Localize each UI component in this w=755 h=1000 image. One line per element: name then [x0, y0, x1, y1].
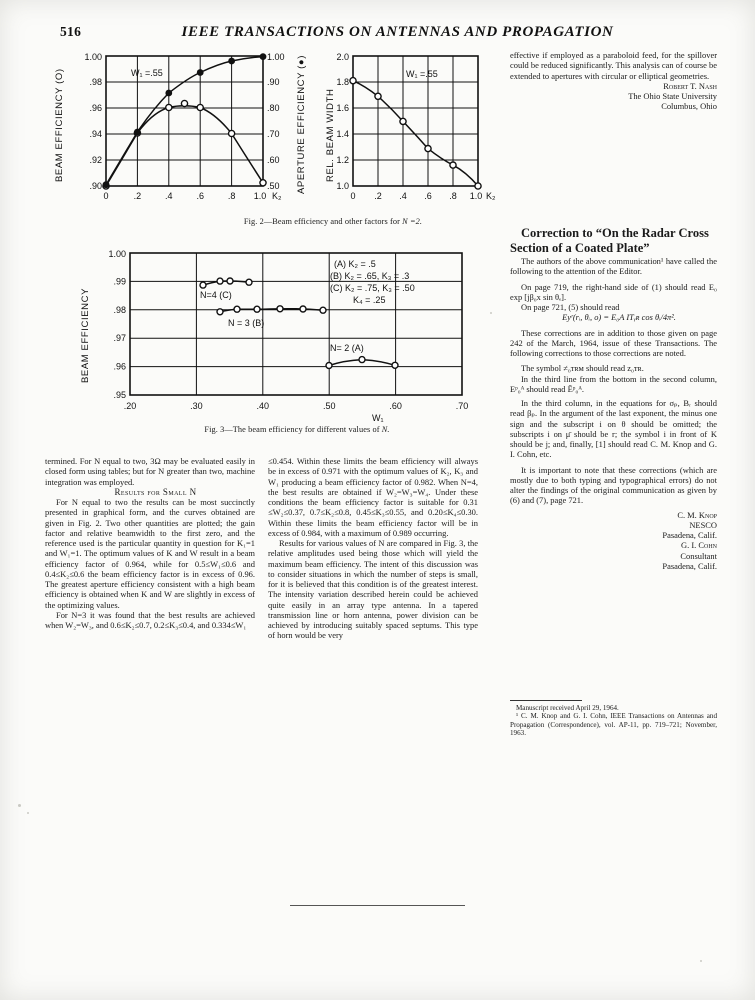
fig2-left-panel	[54, 52, 307, 201]
svg-text:(B) K₂ = .65, K₃ = .3: (B) K₂ = .65, K₃ = .3	[330, 271, 410, 281]
svg-text:.4: .4	[399, 191, 407, 201]
svg-text:.96: .96	[89, 103, 102, 113]
svg-text:.96: .96	[113, 361, 126, 372]
body-column-3-correction	[510, 226, 717, 571]
svg-text:.4: .4	[165, 191, 173, 201]
svg-text:1.6: 1.6	[336, 103, 349, 113]
svg-text:1.4: 1.4	[336, 129, 349, 139]
correction-paragraph-4: These corrections are in addition to those given on page 242 of the March, 1964, issue of these Transactions. The following corrections to those corrections are noted.	[510, 327, 717, 358]
correction-paragraph-5: The symbol ≠₀ᴛʀᴍ should read z₀ᴛʀ.	[521, 363, 644, 374]
svg-text:.6: .6	[196, 191, 204, 201]
figure-3-graphics	[72, 243, 492, 423]
scan-speck	[490, 312, 492, 314]
correction-paragraph-7: In the third column, in the equations for σₚ, Bᵣ should read βₚ. In the argument of the last exponent, the minus one sign and the subscript i on θ should be omitted; the subscripts i on μ̄ should be r; the symbol i in front of K should be j; and, finally, [1] should read C. M. Knop and G. I. Cohn, etc.	[510, 398, 717, 460]
svg-text:1.2: 1.2	[336, 155, 349, 165]
figure-3-caption	[72, 425, 492, 434]
correction-paragraph-3: On page 721, (5) should read	[521, 302, 620, 312]
correction-paragraph-8: It is important to note that these corrections (which are mostly due to both typing and typographical errors) do not alter the findings of the original communication as given by (6) and (7), page 721.	[510, 464, 717, 506]
col1-paragraph-2: For N=3 it was found that the best results are achieved when W₂=W₃, and 0.6≤K₂≤0.7, 0.2≤K₃≤0.4, and 0.334≤W₁	[45, 609, 255, 630]
footnote-reference: ¹ C. M. Knop and G. I. Cohn, IEEE Transactions on Antennas and Propagation (Correspondence), vol. AP-11, pp. 719–721; November, 1963.	[510, 712, 717, 737]
bottom-rule	[290, 905, 465, 906]
col1-continued: termined. For N equal to two, 3Ω may be evaluated easily in closed form using tables; but for N greater than two, machine integration was employed.	[45, 456, 255, 487]
fig2-right-xlabel: K₂	[486, 191, 496, 201]
corr-author-1-location: Pasadena, Calif.	[662, 530, 717, 540]
svg-text:.98: .98	[113, 304, 126, 315]
svg-text:.6: .6	[424, 191, 432, 201]
svg-text:.90: .90	[267, 77, 280, 87]
figure-3	[72, 243, 492, 434]
fig3-label-n4: N=4 (C)	[200, 290, 232, 300]
svg-text:1.0: 1.0	[253, 191, 267, 201]
author-location: Columbus, Ohio	[661, 101, 717, 112]
svg-text:.98: .98	[89, 77, 102, 87]
figure-3-caption-math: N.	[381, 425, 390, 434]
running-head	[0, 24, 755, 44]
scan-speck	[700, 960, 702, 962]
svg-text:1.0: 1.0	[469, 191, 483, 201]
corr-author-2-location: Pasadena, Calif.	[662, 560, 717, 571]
svg-text:1.8: 1.8	[336, 77, 349, 87]
svg-text:1.0: 1.0	[336, 181, 349, 191]
correction-paragraph-6: In the third line from the bottom in the second column, Eᵖ₀ᴬ should read Ēᵖ₀ᴬ.	[510, 373, 717, 394]
section-heading-results: Results for Small N	[114, 486, 197, 497]
svg-text:.50: .50	[322, 401, 336, 411]
page-number: 516	[60, 24, 82, 39]
footnote-manuscript: Manuscript received April 29, 1964.	[516, 704, 619, 712]
fig2-left-ylabel: BEAM EFFICIENCY (O)	[54, 68, 65, 182]
corr-author-2-org: Consultant	[680, 550, 717, 561]
col2-paragraph-2: Results for various values of N are compared in Fig. 3, the relative amplitudes used being those which will yield the maximum beam efficiency. The intent of this discussion was to consider situations in which the number of steps is small, for it is believed that this condition is of the greatest interest. The intensity variation described herein could be achieved quite easily in an array type antenna. In a tapered transmission line or horn antenna, power division can be achieved by introducing suitably spaced septums. This type of horn would be very	[268, 538, 478, 641]
svg-text:K₄ = .25: K₄ = .25	[353, 295, 386, 305]
figure-2-caption-math: N =2.	[402, 217, 423, 226]
fig3-label-n2: N= 2 (A)	[330, 343, 364, 353]
fig3-ylabel: BEAM EFFICIENCY	[80, 287, 91, 383]
fig2-left-ylabel-right: APERTURE EFFICIENCY (●)	[296, 54, 307, 194]
figure-2-graphics	[48, 46, 498, 214]
svg-text:.70: .70	[267, 129, 280, 139]
fig3-xlabel: W₁	[372, 413, 384, 423]
svg-text:.60: .60	[389, 401, 402, 411]
svg-text:.8: .8	[449, 191, 457, 201]
svg-text:1.00: 1.00	[84, 52, 102, 62]
svg-text:(A) K₂ = .5: (A) K₂ = .5	[334, 259, 376, 269]
col2-paragraph-1: ≤0.454. Within these limits the beam efficiency will always be in excess of 0.971 with the optimum values of K₂, K₃ and W₁ producing a beam efficiency factor of 0.982. When N=4, the best results are obtained if W₂=W₃=W₄. Under these conditions the beam efficiency factor is suitable for 0.31 ≤W₂≤0.37, 0.7≤K₂≤0.8, 0.45≤K₃≤0.55, and 0.20≤K₄≤0.30. Within these limits the beam efficiency factor will be in excess of 0.984, with a maximum of 0.989 occurring.	[268, 456, 478, 538]
article-title: Correction to “On the Radar Cross Section of a Coated Plate”	[510, 226, 709, 255]
svg-text:.90: .90	[89, 181, 102, 191]
svg-text:(C) K₂ = .75, K₃ = .50: (C) K₂ = .75, K₃ = .50	[330, 283, 415, 293]
svg-text:.60: .60	[267, 155, 280, 165]
figure-2	[48, 46, 498, 226]
figure-3-caption-text: Fig. 3—The beam efficiency for different values of	[204, 425, 382, 434]
body-column-1	[45, 456, 255, 630]
corr-author-2-name: G. I. Cohn	[681, 540, 717, 551]
fig2-right-panel	[325, 52, 496, 201]
col3-continued: effective if employed as a paraboloid feed, for the spillover could be reduced significantly. This analysis can of course be extended to apertures with circular or elliptical geometries.	[510, 50, 717, 81]
footnotes	[510, 704, 717, 737]
svg-text:.2: .2	[374, 191, 382, 201]
svg-text:.2: .2	[133, 191, 142, 201]
author-name: Robert T. Nash	[663, 80, 717, 91]
figure-2-caption	[48, 217, 498, 226]
fig2-right-ylabel: REL. BEAM WIDTH	[325, 88, 336, 182]
svg-text:.30: .30	[190, 401, 203, 411]
fig2-left-xlabel: K₂	[272, 191, 282, 201]
corr-author-1-org: NESCO	[689, 519, 717, 530]
svg-text:.94: .94	[89, 129, 102, 139]
svg-text:.97: .97	[113, 333, 126, 344]
fig2-left-annotation: W₁ =.55	[131, 68, 163, 78]
svg-text:1.00: 1.00	[267, 52, 285, 62]
svg-text:.8: .8	[227, 191, 236, 201]
svg-text:.80: .80	[267, 103, 280, 113]
svg-text:0: 0	[103, 191, 109, 201]
scan-speck	[18, 804, 21, 807]
svg-text:0: 0	[350, 191, 356, 201]
fig3-legend	[330, 259, 415, 305]
svg-text:.95: .95	[113, 390, 126, 400]
corr-author-1-name: C. M. Knop	[677, 509, 717, 520]
body-column-2	[268, 456, 478, 641]
svg-text:.92: .92	[89, 155, 102, 165]
journal-title: IEEE TRANSACTIONS ON ANTENNAS AND PROPAGATION	[181, 24, 614, 40]
svg-text:.99: .99	[113, 276, 126, 287]
svg-text:.70: .70	[455, 401, 469, 411]
correction-paragraph-2: On page 719, the right-hand side of (1) should read E₀ exp [jβ₀x sin θₑ].	[510, 281, 717, 302]
fig3-label-n3: N = 3 (B)	[228, 318, 265, 328]
svg-text:.50: .50	[267, 181, 280, 191]
author-affiliation: The Ohio State University	[628, 91, 717, 101]
svg-text:.20: .20	[123, 401, 137, 411]
figure-2-caption-text: Fig. 2—Beam efficiency and other factors for	[243, 217, 403, 226]
svg-text:1.00: 1.00	[108, 249, 126, 259]
scan-speck	[27, 812, 29, 814]
body-column-3-top	[510, 50, 717, 112]
svg-text:.40: .40	[256, 401, 270, 411]
svg-text:2.0: 2.0	[336, 52, 349, 62]
correction-equation: Eyʳ(rᵢ, θᵢ, o) = E₀A ITᵧʀ cos θᵢ/4π².	[562, 312, 676, 323]
footnote-rule	[510, 700, 582, 701]
col1-paragraph-1: For N equal to two the results can be most succinctly presented in graphical form, and the curves obtained are given in Fig. 2. Two other quantities are plotted; the gain factor and relative beamwidth to the first zero, and the reference used is the particular quantity in question for K₁=1 and W₁=1. The optimum values of K and W result in a beam efficiency factor of 0.964, while for 0.5≤W₁≤0.6 and 0.4≤K₂≤0.6 the beam efficiency factor is in excess of 0.96. The greatest aperture efficiency consistent with a high beam efficiency is obtained when K and W are slightly in excess of the optimizing values.	[45, 497, 255, 610]
correction-paragraph-1: The authors of the above communication¹ have called the following to the attention of the Editor.	[510, 256, 717, 277]
fig2-right-annotation: W₁ =.55	[406, 69, 438, 79]
